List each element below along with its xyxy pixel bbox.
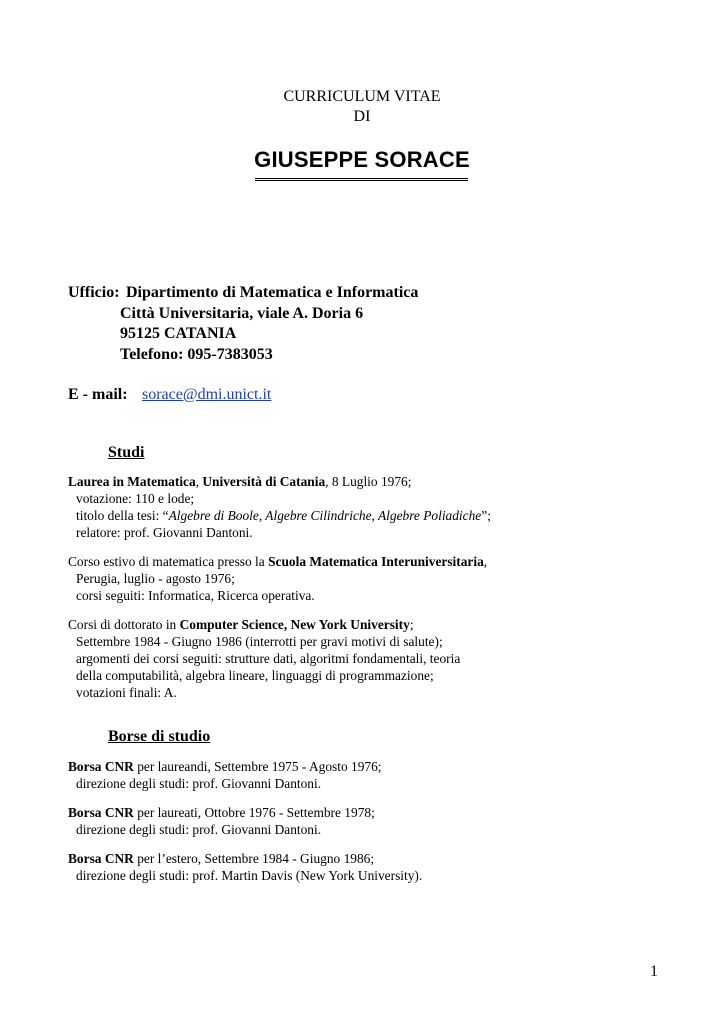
corso-estivo-corsi: corsi seguiti: Informatica, Ricerca operativa. bbox=[76, 588, 315, 603]
laurea-entry bbox=[68, 473, 668, 541]
borsa-label: Borsa CNR bbox=[68, 805, 134, 820]
office-line-city: 95125 CATANIA bbox=[120, 325, 237, 342]
cv-header-line1: CURRICULUM VITAE bbox=[283, 88, 441, 105]
borsa-direzione: direzione degli studi: prof. Giovanni Dantoni. bbox=[76, 822, 322, 837]
name-underline-rule bbox=[255, 178, 468, 181]
section-title-borse: Borse di studio bbox=[108, 728, 211, 745]
dottorato-argomenti-1: argomenti dei corsi seguiti: strutture dati, algoritmi fondamentali, teoria bbox=[76, 651, 461, 666]
laurea-relatore: relatore: prof. Giovanni Dantoni. bbox=[76, 525, 253, 540]
borsa-entry bbox=[68, 850, 668, 884]
email-label: E - mail: bbox=[68, 386, 128, 403]
borsa-label: Borsa CNR bbox=[68, 851, 134, 866]
page-number: 1 bbox=[650, 963, 658, 980]
borsa-text: per l’estero, Settembre 1984 - Giugno 1986; bbox=[133, 851, 375, 866]
office-line-department: Dipartimento di Matematica e Informatica bbox=[126, 284, 419, 301]
dottorato-suffix: ; bbox=[409, 617, 414, 632]
dottorato-institution: Computer Science, New York University bbox=[179, 617, 410, 632]
laurea-university: Università di Catania bbox=[202, 474, 326, 489]
office-label: Ufficio: bbox=[68, 284, 120, 301]
laurea-tesi bbox=[68, 507, 668, 524]
borsa-text: per laureandi, Settembre 1975 - Agosto 1976; bbox=[133, 759, 382, 774]
tesi-prefix: titolo della tesi: “ bbox=[76, 508, 169, 523]
laurea-degree: Laurea in Matematica bbox=[68, 474, 196, 489]
tesi-title: Algebre di Boole, Algebre Cilindriche, Algebre Poliadiche bbox=[168, 508, 482, 523]
borsa-text: per laureati, Ottobre 1976 - Settembre 1978; bbox=[133, 805, 375, 820]
dottorato-votazioni: votazioni finali: A. bbox=[76, 685, 177, 700]
office-line-phone: Telefono: 095-7383053 bbox=[120, 346, 273, 363]
corso-estivo-entry bbox=[68, 553, 668, 604]
cv-header-line2: DI bbox=[353, 108, 371, 125]
email-link[interactable]: sorace@dmi.unict.it bbox=[142, 386, 272, 403]
dottorato-entry bbox=[68, 616, 668, 701]
borsa-entry bbox=[68, 804, 668, 838]
person-name: GIUSEPPE SORACE bbox=[254, 147, 470, 172]
borsa-direzione: direzione degli studi: prof. Martin Davis (New York University). bbox=[76, 868, 423, 883]
laurea-date: , 8 Luglio 1976; bbox=[325, 474, 412, 489]
borsa-direzione: direzione degli studi: prof. Giovanni Dantoni. bbox=[76, 776, 322, 791]
corso-estivo-prefix: Corso estivo di matematica presso la bbox=[68, 554, 269, 569]
office-line-address: Città Universitaria, viale A. Doria 6 bbox=[120, 305, 364, 322]
dottorato-prefix: Corsi di dottorato in bbox=[68, 617, 180, 632]
borsa-entry bbox=[68, 758, 668, 792]
laurea-sep: , bbox=[195, 474, 203, 489]
corso-estivo-school: Scuola Matematica Interuniversitaria bbox=[268, 554, 484, 569]
corso-estivo-place: Perugia, luglio - agosto 1976; bbox=[76, 571, 235, 586]
tesi-suffix: ”; bbox=[481, 508, 491, 523]
borsa-label: Borsa CNR bbox=[68, 759, 134, 774]
section-title-studi: Studi bbox=[108, 444, 145, 461]
dottorato-period: Settembre 1984 - Giugno 1986 (interrotti per gravi motivi di salute); bbox=[76, 634, 443, 649]
dottorato-argomenti-2: della computabilità, algebra lineare, linguaggi di programmazione; bbox=[76, 668, 434, 683]
corso-estivo-suffix: , bbox=[483, 554, 488, 569]
laurea-votazione: votazione: 110 e lode; bbox=[76, 491, 195, 506]
